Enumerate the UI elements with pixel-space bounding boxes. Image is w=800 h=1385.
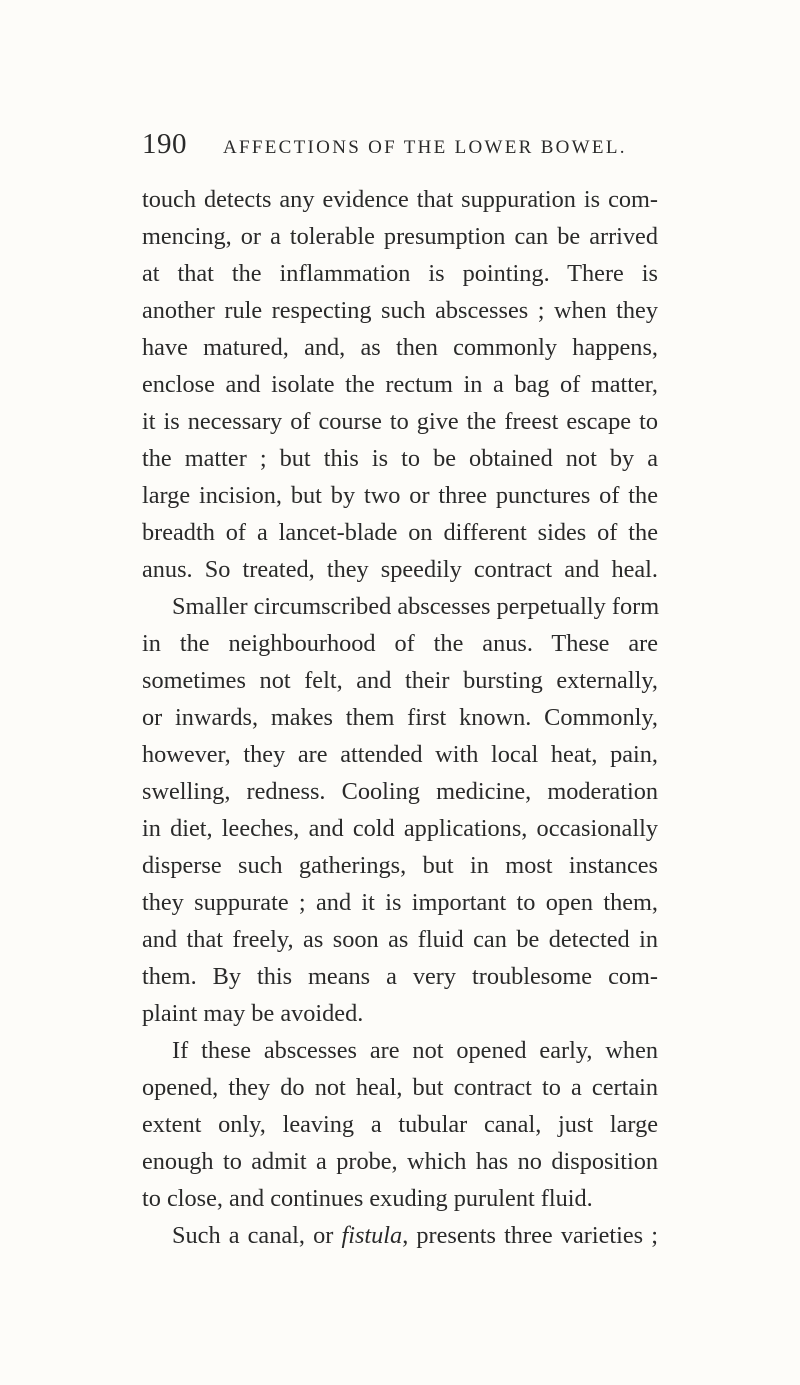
text-line: breadth of a lancet-blade on different sides of the [142,519,658,546]
text-line: swelling, redness. Cooling medicine, moderation [142,778,658,805]
final-line-end: , presents three varieties ; [402,1222,658,1249]
running-title: AFFECTIONS OF THE LOWER BOWEL. [223,137,627,158]
text-line: enough to admit a probe, which has no disposition [142,1148,658,1175]
text-line: disperse such gatherings, but in most instances [142,852,658,879]
running-head [142,128,662,168]
text-line: extent only, leaving a tubular canal, just large [142,1111,658,1138]
text-line: have matured, and, as then commonly happens, [142,334,658,361]
body-text [142,181,658,1254]
text-line: large incision, but by two or three punctures of the [142,482,658,509]
text-line: mencing, or a tolerable presumption can be arrived [142,223,658,250]
text-line: to close, and continues exuding purulent fluid. [142,1185,593,1212]
text-line: Smaller circumscribed abscesses perpetually form [172,593,660,620]
text-line: touch detects any evidence that suppuration is com- [142,186,658,213]
text-line: plaint may be avoided. [142,1000,364,1027]
text-line: or inwards, makes them first known. Commonly, [142,704,658,731]
text-line: in diet, leeches, and cold applications, occasionally [142,815,658,842]
italic-term: fistula [341,1222,403,1249]
text-line-final [142,1217,658,1254]
text-line: and that freely, as soon as fluid can be detected in [142,926,658,953]
text-line: sometimes not felt, and their bursting externally, [142,667,658,694]
text-line: If these abscesses are not opened early, when [172,1037,658,1064]
text-line: they suppurate ; and it is important to open them, [142,889,658,916]
text-line: them. By this means a very troublesome com- [142,963,658,990]
text-line: another rule respecting such abscesses ; when they [142,297,658,324]
text-line: the matter ; but this is to be obtained not by a [142,445,658,472]
text-line: enclose and isolate the rectum in a bag of matter, [142,371,658,398]
final-line-start: Such a canal, or [172,1222,342,1249]
text-line: anus. So treated, they speedily contract and heal. [142,556,658,583]
text-line: it is necessary of course to give the freest escape to [142,408,658,435]
text-line: at that the inflammation is pointing. There is [142,260,658,287]
page-number: 190 [142,128,187,160]
text-line: in the neighbourhood of the anus. These are [142,630,658,657]
text-line: opened, they do not heal, but contract to a certain [142,1074,658,1101]
text-line: however, they are attended with local heat, pain, [142,741,658,768]
